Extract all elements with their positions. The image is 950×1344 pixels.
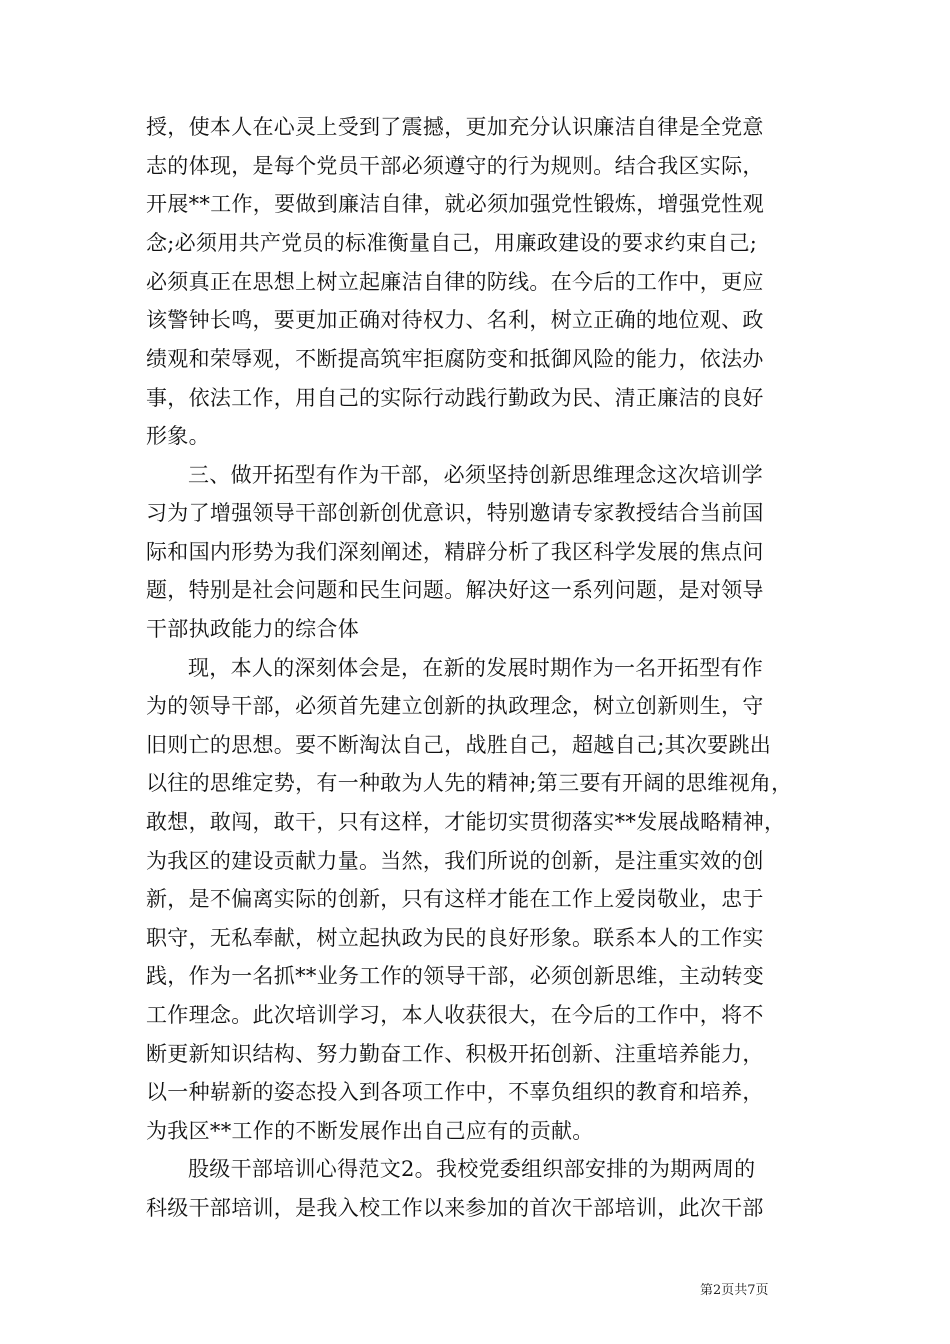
text-line: 新，是不偏离实际的创新，只有这样才能在工作上爱岗敬业，忠于	[146, 887, 764, 911]
text-line: 志的体现，是每个党员干部必须遵守的行为规则。结合我区实际，	[146, 154, 764, 178]
text-line: 必须真正在思想上树立起廉洁自律的防线。在今后的工作中，更应	[146, 270, 764, 294]
text-line: 以一种崭新的姿态投入到各项工作中，不辜负组织的教育和培养，	[146, 1080, 764, 1104]
text-line: 干部执政能力的综合体	[146, 617, 359, 641]
text-line: 际和国内形势为我们深刻阐述，精辟分析了我区科学发展的焦点问	[146, 540, 764, 564]
paragraph-heading: 三、做开拓型有作为干部，必须坚持创新思维理念这次培训学	[188, 463, 764, 487]
text-line: 形象。	[146, 424, 210, 448]
text-line: 该警钟长鸣，要更加正确对待权力、名利，树立正确的地位观、政	[146, 308, 764, 332]
text-line: 为我区**工作的不断发展作出自己应有的贡献。	[146, 1119, 594, 1143]
text-line: 习为了增强领导干部创新创优意识，特别邀请专家教授结合当前国	[146, 501, 764, 525]
text-line: 科级干部培训，是我入校工作以来参加的首次干部培训，此次干部	[146, 1196, 764, 1220]
text-line: 为我区的建设贡献力量。当然，我们所说的创新，是注重实效的创	[146, 849, 764, 873]
page-number: 第2页共7页	[700, 1283, 769, 1298]
text-line: 以往的思维定势，有一种敢为人先的精神;第三要有开阔的思维视角，	[146, 771, 793, 795]
text-line: 念;必须用共产党员的标准衡量自己，用廉政建设的要求约束自己;	[146, 231, 758, 255]
text-line: 题，特别是社会问题和民生问题。解决好这一系列问题，是对领导	[146, 578, 764, 602]
text-line: 为的领导干部，必须首先建立创新的执政理念，树立创新则生，守	[146, 694, 764, 718]
text-line: 股级干部培训心得范文2。我校党委组织部安排的为期两周的	[188, 1157, 756, 1181]
text-line: 绩观和荣辱观，不断提高筑牢拒腐防变和抵御风险的能力，依法办	[146, 347, 764, 371]
text-line: 开展**工作，要做到廉洁自律，就必须加强党性锻炼，增强党性观	[146, 192, 764, 216]
text-line: 职守，无私奉献，树立起执政为民的良好形象。联系本人的工作实	[146, 926, 764, 950]
text-line: 敢想，敢闯，敢干，只有这样，才能切实贯彻落实**发展战略精神，	[146, 810, 786, 834]
text-line: 授，使本人在心灵上受到了震撼，更加充分认识廉洁自律是全党意	[146, 115, 764, 139]
text-line: 事，依法工作，用自己的实际行动践行勤政为民、清正廉洁的良好	[146, 386, 764, 410]
text-line: 践，作为一名抓**业务工作的领导干部，必须创新思维，主动转变	[146, 964, 764, 988]
text-line: 旧则亡的思想。要不断淘汰自己，战胜自己，超越自己;其次要跳出	[146, 733, 772, 757]
text-line: 工作理念。此次培训学习，本人收获很大，在今后的工作中，将不	[146, 1003, 764, 1027]
text-line: 现，本人的深刻体会是，在新的发展时期作为一名开拓型有作	[188, 656, 764, 680]
text-line: 断更新知识结构、努力勤奋工作、积极开拓创新、注重培养能力，	[146, 1042, 764, 1066]
